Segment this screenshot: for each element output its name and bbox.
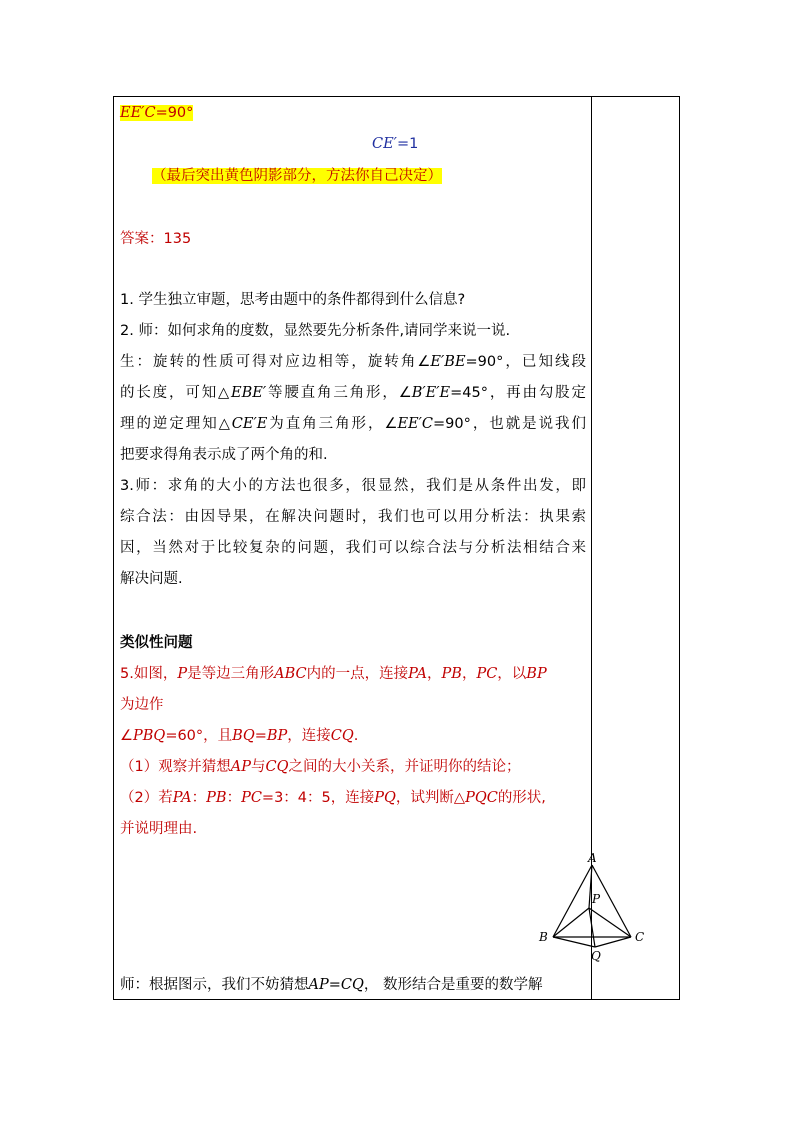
- angle-value: =90°: [155, 105, 194, 121]
- top-formula: [120, 103, 193, 123]
- item3-line-4: 解决问题.: [120, 571, 183, 587]
- student-line-1: 生：旋转的性质可得对应边相等，旋转角∠E′BE=90°，已知线段: [120, 354, 586, 370]
- highlight-note: （最后突出黄色阴影部分，方法你自己决定）: [152, 168, 442, 184]
- q5-part-1: （1）观察并猜想AP与CQ之间的大小关系，并证明你的结论；: [120, 759, 521, 775]
- segment-pq: [589, 908, 595, 947]
- answer-label: 答案：: [120, 231, 164, 247]
- label-a: A: [588, 852, 597, 865]
- segment-cq: [595, 937, 631, 947]
- angle-name: EE′C: [120, 105, 156, 121]
- segment-pb: [553, 908, 589, 937]
- item3-line-2: 综合法：由因导果，在解决问题时，我们也可以用分析法：执果索: [120, 509, 586, 525]
- similar-heading: 类似性问题: [120, 635, 193, 651]
- q5-line-3: ∠PBQ=60°，且BQ=BP，连接CQ.: [120, 728, 359, 744]
- triangle-figure: [532, 852, 652, 967]
- student-line-3: 理的逆定理知△CE′E为直角三角形，∠EE′C=90°，也就是说我们: [120, 416, 587, 432]
- segment-pc: [589, 908, 631, 937]
- discussion-item-2: 2. 师：如何求角的度数，显然要先分析条件,请同学来说一说.: [120, 323, 511, 339]
- student-line-2: 的长度，可知△EBE′等腰直角三角形，∠B′E′E=45°，再由勾股定: [120, 385, 587, 401]
- item3-line-1: 3.师：求角的大小的方法也很多，很显然，我们是从条件出发，即: [120, 478, 586, 494]
- lesson-table: [113, 96, 680, 1000]
- label-p: P: [592, 892, 601, 906]
- answer-value: 135: [163, 231, 192, 247]
- ce-name: CE′: [372, 136, 397, 152]
- item3-line-3: 因，当然对于比较复杂的问题，我们可以综合法与分析法相结合来: [120, 540, 586, 556]
- q5-part-2: （2）若PA：PB：PC=3：4：5，连接PQ，试判断△PQC的形状,: [120, 790, 546, 806]
- student-line-4: 把要求得角表示成了两个角的和.: [120, 447, 328, 463]
- q5-part-2-line-2: 并说明理由.: [120, 821, 198, 837]
- label-q: Q: [591, 949, 601, 963]
- segment-bq: [553, 937, 595, 947]
- q5-line-2: 为边作: [120, 697, 164, 713]
- label-c: C: [635, 930, 645, 944]
- label-b: B: [539, 930, 548, 944]
- ce-value: =1: [396, 136, 419, 152]
- discussion-item-1: 1. 学生独立审题，思考由题中的条件都得到什么信息?: [120, 292, 466, 308]
- ce-formula: [372, 134, 418, 154]
- answer-line: [120, 229, 191, 249]
- teacher-final-line: 师：根据图示，我们不妨猜想AP=CQ， 数形结合是重要的数学解: [120, 977, 543, 993]
- q5-line-1: 5.如图，P是等边三角形ABC内的一点，连接PA，PB，PC，以BP: [120, 666, 547, 682]
- segment-ab: [553, 865, 592, 937]
